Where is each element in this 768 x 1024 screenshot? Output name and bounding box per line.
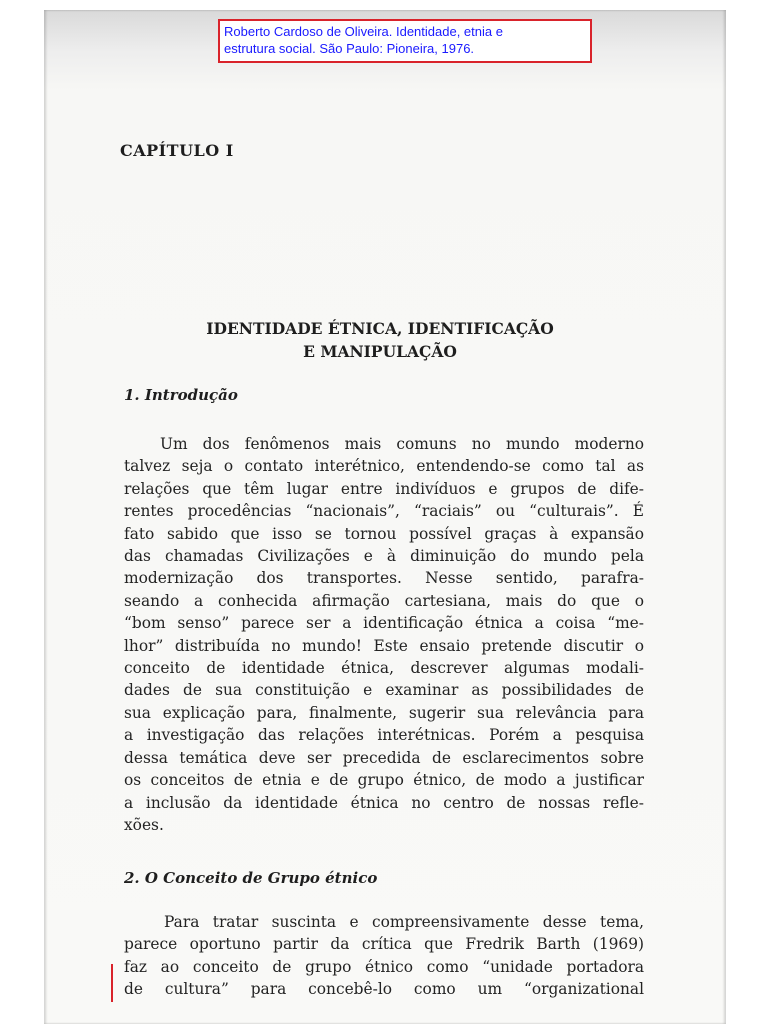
- chapter-title-line-2: E MANIPULAÇÃO: [303, 342, 457, 361]
- text-line: dades de sua constituição e examinar as possibilidades de: [124, 681, 644, 700]
- text-line: parece oportuno partir da crítica que Fredrik Barth (1969): [124, 935, 644, 954]
- scan-edge: [0, 0, 768, 10]
- citation-line-1: Roberto Cardoso de Oliveira. Identidade, etnia e: [224, 24, 503, 39]
- text-line: Um dos fenômenos mais comuns no mundo moderno: [160, 435, 644, 453]
- text-line: lhor” distribuída no mundo! Este ensaio pretende discutir o: [124, 636, 644, 655]
- text-line: Para tratar suscinta e compreensivamente desse tema,: [164, 913, 644, 931]
- chapter-title: [100, 317, 660, 363]
- margin-mark: [111, 964, 113, 1002]
- citation-box: [218, 19, 592, 63]
- text-line: de cultura” para concebê-lo como um “organizational: [124, 980, 644, 999]
- chapter-heading: CAPÍTULO I: [120, 141, 234, 160]
- section-1-paragraph: [124, 433, 644, 836]
- chapter-title-line-1: IDENTIDADE ÉTNICA, IDENTIFICAÇÃO: [206, 319, 554, 338]
- text-line: dessa temática deve ser precedida de esclarecimentos sobre: [124, 748, 644, 767]
- section-2-paragraph: [124, 911, 644, 1001]
- text-line: talvez seja o contato interétnico, entendendo-se como tal as: [124, 457, 644, 476]
- text-line: “bom senso” parece ser a identificação étnica a coisa “me-: [124, 614, 644, 633]
- text-line: faz ao conceito de grupo étnico como “unidade portadora: [124, 957, 644, 976]
- text-line: a inclusão da identidade étnica no centro de nossas refle-: [124, 793, 644, 812]
- text-line: fato sabido que isso se tornou possível graças à expansão: [124, 524, 644, 543]
- text-line: rentes procedências “nacionais”, “raciais” ou “culturais”. É: [124, 502, 644, 521]
- section-1-heading: 1. Introdução: [124, 386, 238, 404]
- citation-line-2: estrutura social. São Paulo: Pioneira, 1976.: [224, 41, 475, 56]
- text-line: xões.: [124, 815, 164, 834]
- text-line: seando a conhecida afirmação cartesiana, mais do que o: [124, 591, 644, 610]
- text-line: relações que têm lugar entre indivíduos e grupos de dife-: [124, 479, 644, 498]
- text-line: a investigação das relações interétnicas. Porém a pesquisa: [124, 726, 644, 745]
- text-line: conceito de identidade étnica, descrever algumas modali-: [124, 659, 644, 678]
- text-line: os conceitos de etnia e de grupo étnico, de modo a justificar: [124, 771, 644, 790]
- text-line: das chamadas Civilizações e à diminuição do mundo pela: [124, 547, 644, 566]
- text-line: modernização dos transportes. Nesse sentido, parafra-: [124, 569, 644, 588]
- text-line: sua explicação para, finalmente, sugerir sua relevância para: [124, 703, 644, 722]
- section-2-heading: 2. O Conceito de Grupo étnico: [124, 869, 378, 887]
